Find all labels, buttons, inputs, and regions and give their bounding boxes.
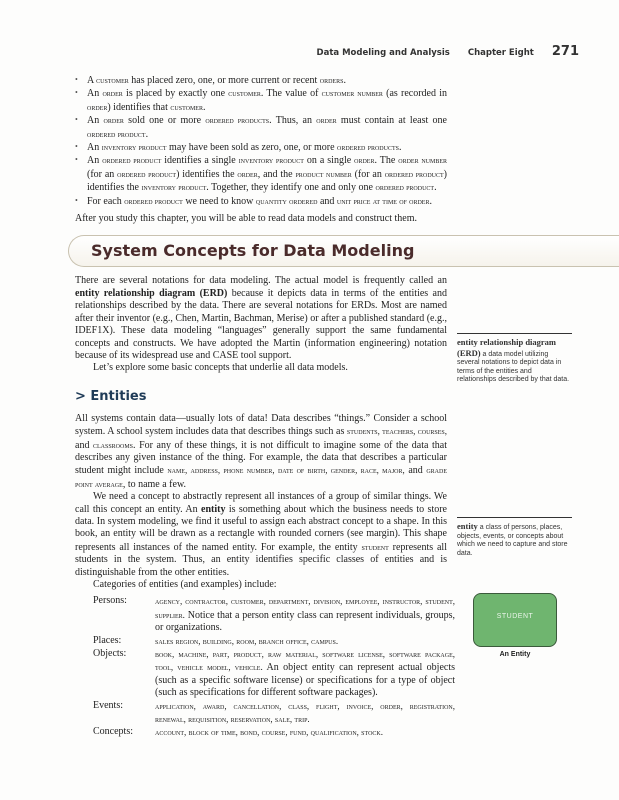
text-run: . [429, 195, 432, 207]
text-run: We need a concept to abstractly represent all instances of a group of similar things. We call this concept an entity. An [75, 491, 447, 515]
text-run: . The [374, 155, 399, 167]
bullet-list [75, 74, 447, 208]
small-caps-term: quantity ordered [255, 195, 318, 206]
text-run: . Together, they identify one and only one [206, 182, 376, 194]
category-label: Events: [93, 699, 123, 711]
margin-term: entity [457, 521, 478, 531]
small-caps-term: customer number [321, 88, 383, 99]
margin-note-erd [457, 333, 572, 385]
text-run: is placed by exactly one [122, 88, 229, 100]
small-caps-term: students, teachers, courses, [346, 426, 448, 437]
text-run: An [87, 142, 102, 154]
subheading-entities: > Entities [75, 388, 147, 404]
small-caps-term: name, address, phone number, date of birth, gender, race, major, [167, 465, 405, 476]
text-run: is something about which the business needs to store data. In system modeling, we find it useful to assign each abstract concept to a shape. In this book, an entity will be drawn as a rectangle with rounded corners (see margin). This shape represents all instances of the named entity. For example, the entity [75, 503, 447, 553]
paragraph-categories-intro [75, 579, 447, 591]
bold-term: entity [201, 503, 226, 515]
bold-term: entity relationship diagram (ERD) [75, 287, 228, 299]
entity-label: STUDENT [496, 613, 534, 620]
bullet-list-block [75, 74, 447, 208]
text-run: because it depicts data in terms of the entities and relationships described by the data. There are several notations for ERDs. Most are named after their inventor (e.g., Chen, Martin, Bachman, Merise) or after a published standard (e.g., IDEF1X). These data modeling “languages” generally support the same fundamental concepts and constructs. We have adopted the Martin (information engineering) notation because of its widespread use and CASE tool support. [75, 287, 447, 361]
category-row [75, 700, 455, 727]
text-run: . [398, 142, 402, 154]
text-run: After you study this chapter, you will be able to read data models and construct them. [75, 213, 418, 225]
text-run: . [434, 182, 437, 194]
bullet-item [75, 74, 447, 87]
figure-caption: An Entity [499, 651, 531, 658]
text-run: An object entity can represent actual objects (such as a specific software license) or specifications for a type of object (such as specifications for different software packages). [155, 662, 455, 699]
category-row [75, 635, 455, 648]
text-run: , and the [257, 168, 296, 180]
small-caps-term: order [354, 155, 375, 166]
small-caps-term: customer [96, 75, 129, 85]
running-head-title: Data Modeling and Analysis [316, 48, 450, 58]
small-caps-term: grade point average [75, 465, 447, 489]
text-run: All systems contain data—usually lots of data! Data describes “things.” Consider a school system. A school system includes data that describes things such as [75, 412, 447, 438]
category-examples [155, 648, 455, 700]
bullet-item [75, 114, 447, 141]
category-examples [155, 635, 455, 648]
small-caps-term: product number [295, 168, 352, 179]
bullet-item [75, 87, 447, 114]
text-run: . [202, 101, 206, 113]
margin-term: entity relationship diagram (ERD) [457, 337, 557, 358]
page-number: 271 [551, 44, 579, 59]
main-column [75, 74, 455, 740]
small-caps-term: agency, contractor, customer, department, division, employee, instructor, student, supplier. [155, 596, 455, 620]
small-caps-term: order [237, 168, 258, 179]
small-caps-term: ordered products [337, 142, 399, 153]
small-caps-term: classrooms [93, 439, 134, 450]
text-run: identifies a single [161, 155, 239, 167]
text-run: An [87, 115, 104, 127]
paragraph-systems-data [75, 413, 447, 491]
category-row [75, 726, 455, 739]
small-caps-term: student [361, 541, 389, 552]
small-caps-term: order [102, 88, 123, 99]
text-run: ) identifies the [176, 168, 238, 180]
small-caps-term: order [316, 115, 337, 126]
text-run: There are several notations for data modeling. The actual model is frequently called an [75, 275, 447, 287]
small-caps-term: order [87, 101, 108, 112]
small-caps-term: ordered product [384, 168, 444, 179]
text-run: Notice that a person entity class can represent individuals, groups, or organizations. [155, 609, 455, 634]
text-run: , to name a few. [122, 478, 187, 490]
small-caps-term: inventory product [101, 142, 167, 153]
text-run: Categories of entities (and examples) include: [93, 579, 277, 590]
categories-table [75, 595, 455, 739]
category-label: Objects: [93, 648, 127, 660]
bullet-item [75, 195, 447, 208]
text-run: . [145, 128, 149, 140]
categories-table-block [75, 595, 455, 739]
small-caps-term: inventory product [238, 155, 304, 166]
text-run: ) identifies that [107, 101, 171, 113]
text-run: has placed zero, one, or more current or recent [128, 75, 320, 86]
small-caps-term: ordered product [375, 182, 435, 193]
text-run: For each [87, 195, 125, 207]
category-label: Places: [93, 634, 122, 646]
bullet-item [75, 154, 447, 194]
text-run: An [87, 88, 103, 100]
running-head-chapter: Chapter Eight [467, 48, 534, 58]
small-caps-term: ordered product [87, 128, 146, 139]
small-caps-term: customer [170, 101, 203, 112]
text-run: . Thus, an [269, 115, 317, 127]
paragraph-entity-concept [75, 491, 447, 579]
small-caps-term: ordered product [124, 195, 183, 206]
text-run: and [317, 195, 337, 207]
category-examples [155, 700, 455, 727]
text-run: we need to know [182, 195, 256, 207]
small-caps-term: account, block of time, bond, course, fund, qualification, stock. [155, 727, 383, 738]
text-run: sold one or more [123, 115, 206, 127]
text-run: . The value of [260, 88, 322, 100]
text-run: (as recorded in [382, 88, 448, 100]
text-run: Let’s explore some basic concepts that underlie all data models. [93, 362, 348, 374]
text-run: on a single [303, 155, 355, 167]
small-caps-term: ordered product [117, 168, 177, 179]
text-run: . For any of these things, it is not difficult to imagine some of the data that describes any given instance of the thing. For example, the data that describes a particular student might include [75, 439, 447, 477]
text-run: may have been sold as zero, one, or more [166, 142, 338, 154]
small-caps-term: unit price at time of order [336, 195, 430, 206]
text-run: An [87, 155, 103, 167]
text-run: . [343, 75, 346, 86]
section-heading: System Concepts for Data Modeling [91, 241, 415, 261]
small-caps-term: ordered products [205, 115, 270, 126]
category-examples [155, 595, 455, 634]
small-caps-term: customer [228, 88, 261, 99]
small-caps-term: order number [398, 155, 447, 166]
category-examples [155, 726, 455, 739]
category-row [75, 595, 455, 634]
category-row [75, 648, 455, 700]
text-run: and [404, 465, 427, 477]
margin-note-entity [457, 517, 572, 558]
margin-definition: a data model utilizing several notations to depict data in terms of the entities and relationships described by that data. [457, 350, 570, 384]
category-label: Persons: [93, 595, 127, 607]
category-label: Concepts: [93, 726, 133, 738]
small-caps-term: application, award, cancellation, class, flight, invoice, order, registration, renewal, requisition, reservation, sale, trip. [155, 700, 455, 725]
paragraph-notations [75, 275, 447, 362]
text-run: represents all students in the system. Thus, an entity identifies specific classes of entities and is distinguishable from the other entities. [75, 541, 447, 578]
small-caps-term: ordered product [102, 155, 162, 166]
small-caps-term: orders [319, 75, 344, 85]
running-head [317, 44, 579, 59]
text-run: and [75, 439, 93, 451]
text-run: A [87, 75, 97, 86]
small-caps-term: sales region, building, room, branch office, campus. [155, 635, 339, 646]
text-run: must contain at least one [336, 115, 447, 127]
entity-shape-figure [473, 593, 557, 647]
intro-closing-text [75, 213, 447, 225]
text-run: (for an [87, 168, 118, 180]
small-caps-term: inventory product [141, 182, 207, 193]
bullet-item [75, 141, 447, 154]
small-caps-term: book, machine, part, product, raw material, software license, software package, tool, vehicle model, vehicle. [155, 649, 455, 673]
small-caps-term: order [103, 115, 124, 126]
text-run: (for an [351, 168, 385, 180]
margin-definition: a class of persons, places, objects, events, or concepts about which we need to capture and store data. [457, 524, 568, 557]
section-banner [68, 235, 619, 267]
paragraph-explore [75, 362, 447, 374]
text-run: ) identifies the [87, 168, 447, 194]
